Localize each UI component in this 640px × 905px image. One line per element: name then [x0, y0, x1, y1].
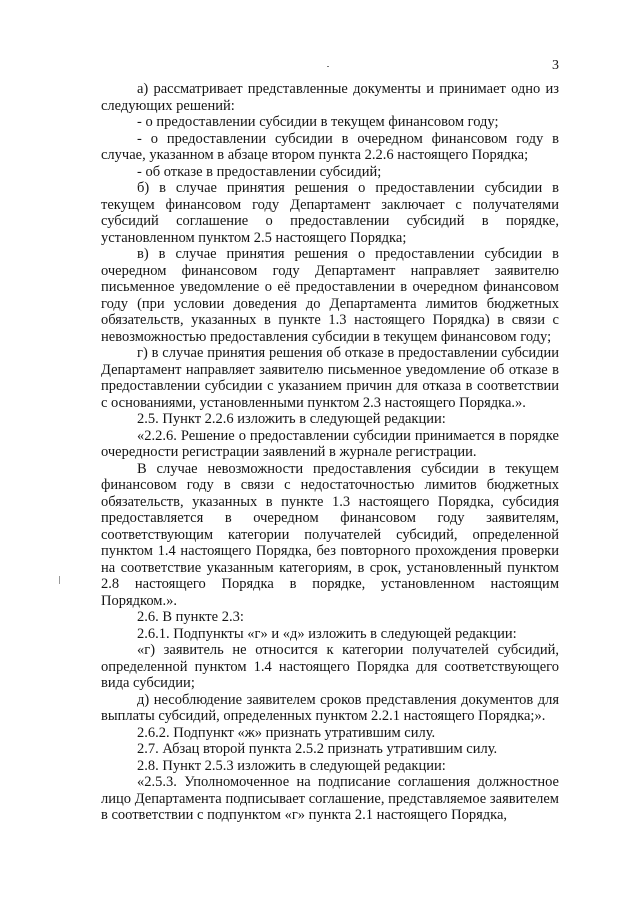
paragraph-option-refusal: - об отказе в предоставлении субсидий; — [137, 163, 382, 180]
paragraph-g: г) в случае принятия решения об отказе в предоставлении субсидии Департамент направляет заявителю письменное уведомление об отказе в предоставлении субсидии с указанием причин для отказа в соответствии с основаниями, установленными пунктом 2.3 настоящего Порядка.». — [101, 345, 559, 411]
paragraph-subitem-g: «г) заявитель не относится к категории получателей субсидий, определенной пунктом 1.4 настоящего Порядка для соответствующего вида субсидии; — [101, 642, 559, 691]
paragraph-2-6-2: 2.6.2. Подпункт «ж» признать утратившим силу. — [137, 724, 436, 741]
paragraph-option-current-year: - о предоставлении субсидии в текущем финансовом году; — [137, 114, 499, 130]
document-body — [101, 81, 559, 824]
paragraph-2-2-6: «2.2.6. Решение о предоставлении субсидии принимается в порядке очередности регистрации заявлений в журнале регистрации. — [101, 427, 559, 460]
margin-mark — [59, 576, 60, 584]
paragraph-2-6: 2.6. В пункте 2.3: — [137, 609, 244, 625]
paragraph-2-8: 2.8. Пункт 2.5.3 изложить в следующей редакции: — [137, 757, 446, 774]
paragraph-2-5: 2.5. Пункт 2.2.6 изложить в следующей редакции: — [137, 411, 446, 427]
paragraph-option-next-year: - о предоставлении субсидии в очередном финансовом году в случае, указанном в абзаце втором пункта 2.2.6 настоящего Порядка; — [101, 130, 559, 163]
paragraph-2-7: 2.7. Абзац второй пункта 2.5.2 признать утратившим силу. — [137, 741, 498, 757]
paragraph-impossibility: В случае невозможности предоставления субсидии в текущем финансовом году в связи с недостаточностью лимитов бюджетных обязательств, указанных в пункте 1.3 настоящего Порядка, субсидия предоставляется в очередном финансовом году заявителям, соответствующим категории получателей субсидий, определенной пунктом 1.4 настоящего Порядка, без повторного прохождения проверки на соответствие указанным категориям, в срок, установленный пунктом 2.8 настоящего Порядка в порядке, установленном настоящим Порядком.». — [101, 460, 559, 609]
paragraph-subitem-d: д) несоблюдение заявителем сроков представления документов для выплаты субсидий, определенных пунктом 2.2.1 настоящего Порядка;». — [101, 691, 559, 724]
paragraph-decisions-intro: а) рассматривает представленные документы и принимает одно из следующих решений: — [101, 81, 559, 114]
paragraph-2-6-1: 2.6.1. Подпункты «г» и «д» изложить в следующей редакции: — [137, 625, 517, 642]
paragraph-b: б) в случае принятия решения о предоставлении субсидии в текущем финансовом году Департамент заключает с получателями субсидий соглашение о предоставлении субсидий в порядке, установленном пунктом 2.5 настоящего Порядка; — [101, 180, 559, 246]
page-number: 3 — [552, 58, 559, 73]
paragraph-2-5-3: «2.5.3. Уполномоченное на подписание соглашения должностное лицо Департамента подписывает соглашение, представляемое заявителем в соответствии с подпунктом «г» пункта 2.1 настоящего Порядка, — [101, 774, 559, 823]
paragraph-v: в) в случае принятия решения о предоставлении субсидии в очередном финансовом году Департамент направляет заявителю письменное уведомление о её предоставлении в очередном финансовом году (при условии доведения до Департамента лимитов бюджетных обязательств, указанных в пункте 1.3 настоящего Порядка) в связи с невозможностью предоставления субсидии в текущем финансовом году; — [101, 246, 559, 345]
scan-speck — [327, 66, 329, 67]
